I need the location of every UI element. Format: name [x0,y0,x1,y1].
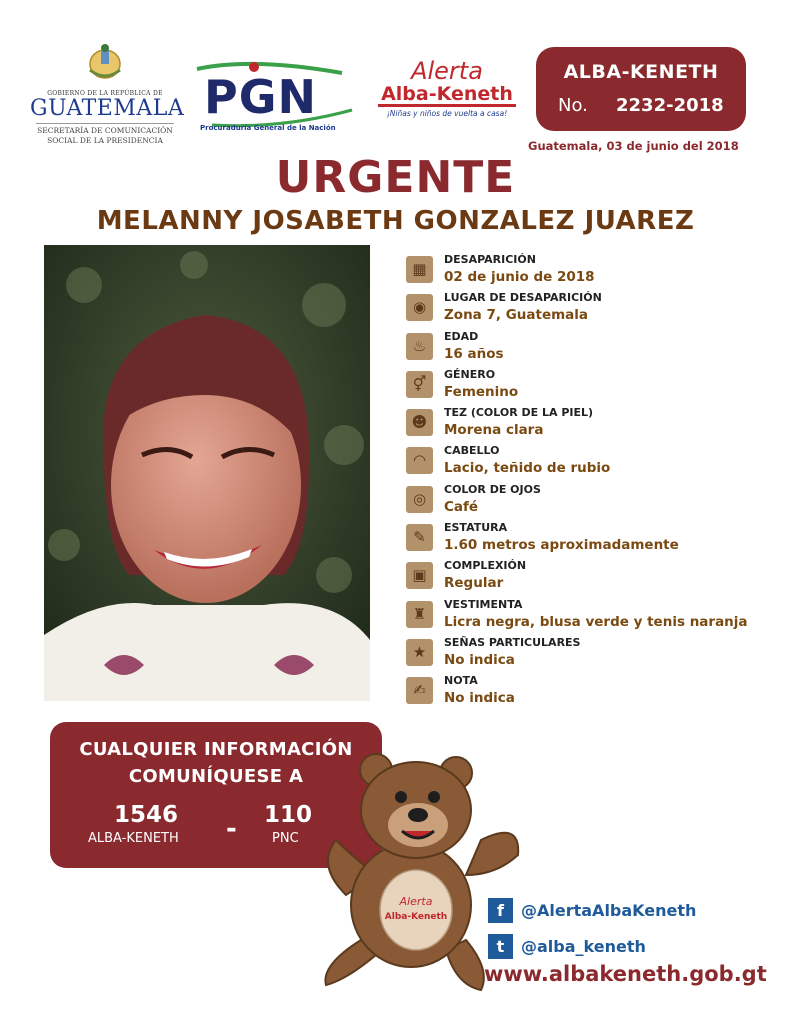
pgn-caption: Procuraduría General de la Nación [200,124,336,132]
detail-label: COLOR DE OJOS [444,482,541,496]
badge-number-label: No. [558,95,588,116]
detail-value: No indica [444,690,515,707]
detail-row-skin [406,405,786,443]
alerta-alba-keneth-logo [372,58,522,138]
detail-value: Café [444,498,479,515]
detail-row-hair [406,443,786,481]
detail-row-distinguishing-marks [406,635,786,673]
detail-value: 02 de junio de 2018 [444,269,595,285]
phone-number-alba-keneth[interactable]: 1546 [114,802,179,828]
detail-value: Licra negra, blusa verde y tenis naranja [444,613,748,630]
detail-label: NOTA [444,674,478,688]
detail-label: SEÑAS PARTICULARES [444,635,581,649]
alerta-logo-line1: Alerta [411,57,483,85]
detail-row-disappearance [406,252,786,290]
guatemala-logo-sub2: SOCIAL DE LA PRESIDENCIA [47,136,163,145]
star-icon: ★ [406,639,433,666]
missing-person-name: MELANNY JOSABETH GONZALEZ JUAREZ [96,206,695,236]
missing-person-details [406,252,786,712]
calendar-icon: ▦ [406,256,433,283]
detail-label: DESAPARICIÓN [444,253,536,266]
guatemala-logo-top: GOBIERNO DE LA REPÚBLICA DE [47,90,163,97]
detail-value: No indica [444,651,515,668]
detail-row-clothing [406,597,786,635]
detail-label: COMPLEXIÓN [444,559,527,573]
alerta-logo-tagline: ¡Niñas y niños de vuelta a casa! [386,109,508,118]
pgn-logo-text: PGN [204,70,317,124]
missing-person-photo [44,245,370,701]
detail-value: Morena clara [444,422,544,439]
twitter-handle: @alba_keneth [521,937,646,956]
birthday-cake-icon: ♨ [406,333,433,360]
detail-label: VESTIMENTA [444,597,523,611]
detail-label: GÉNERO [444,367,496,381]
head-profile-icon: ☻ [406,409,433,436]
detail-label: ESTATURA [444,521,508,535]
alerta-logo-line2: Alba-Keneth [378,84,516,107]
facebook-handle: @AlertaAlbaKeneth [521,901,697,920]
detail-row-location [406,290,786,328]
contact-heading-line1: CUALQUIER INFORMACIÓN [79,739,353,760]
detail-value: 16 años [444,345,504,362]
detail-row-build [406,558,786,596]
note-edit-icon: ✍ [406,677,433,704]
twitter-link[interactable] [488,934,646,959]
scale-icon: ▣ [406,562,433,589]
phone-number-pnc[interactable]: 110 [264,802,313,828]
detail-row-note [406,673,786,711]
phone-label-pnc: PNC [272,831,299,846]
detail-value: Lacio, teñido de rubio [444,460,611,477]
phone-separator: - [226,814,237,844]
detail-label: TEZ (COLOR DE LA PIEL) [444,406,594,420]
facebook-icon: f [488,898,513,923]
case-number-badge [536,47,746,131]
guatemala-logo-sub1: SECRETARÍA DE COMUNICACIÓN [37,126,173,135]
urgent-heading: URGENTE [275,152,516,203]
ruler-icon: ✎ [406,524,433,551]
detail-label: EDAD [444,329,479,343]
detail-row-age [406,329,786,367]
eye-icon: ◎ [406,486,433,513]
bear-belly-line1: Alerta [399,895,433,908]
coat-of-arms-icon [82,42,128,84]
contact-heading-line2: COMUNÍQUESE A [128,766,304,787]
badge-title: ALBA-KENETH [563,61,719,83]
detail-row-height [406,520,786,558]
issue-date: Guatemala, 03 de junio del 2018 [528,139,739,153]
bear-belly-line2: Alba-Keneth [384,912,448,922]
location-pin-icon: ◉ [406,294,433,321]
phone-label-alba-keneth: ALBA-KENETH [88,831,179,846]
badge-number-value: 2232-2018 [616,95,724,116]
hair-icon: ◠ [406,447,433,474]
guatemala-government-logo [30,42,185,152]
twitter-icon: t [488,934,513,959]
detail-value: Regular [444,575,504,592]
detail-value: 1.60 metros aproximadamente [444,537,679,554]
website-link[interactable]: www.albakeneth.gob.gt [484,962,767,986]
facebook-link[interactable] [488,898,696,923]
guatemala-logo-subtitle [36,123,174,146]
detail-label: LUGAR DE DESAPARICIÓN [444,291,602,305]
detail-value: Zona 7, Guatemala [444,307,589,324]
detail-value: Femenino [444,383,519,400]
shirt-icon: ♜ [406,601,433,628]
detail-row-eye-color [406,482,786,520]
detail-row-gender [406,367,786,405]
guatemala-logo-name: GUATEMALA [30,96,185,121]
gender-icon: ⚥ [406,371,433,398]
detail-label: CABELLO [444,444,500,458]
